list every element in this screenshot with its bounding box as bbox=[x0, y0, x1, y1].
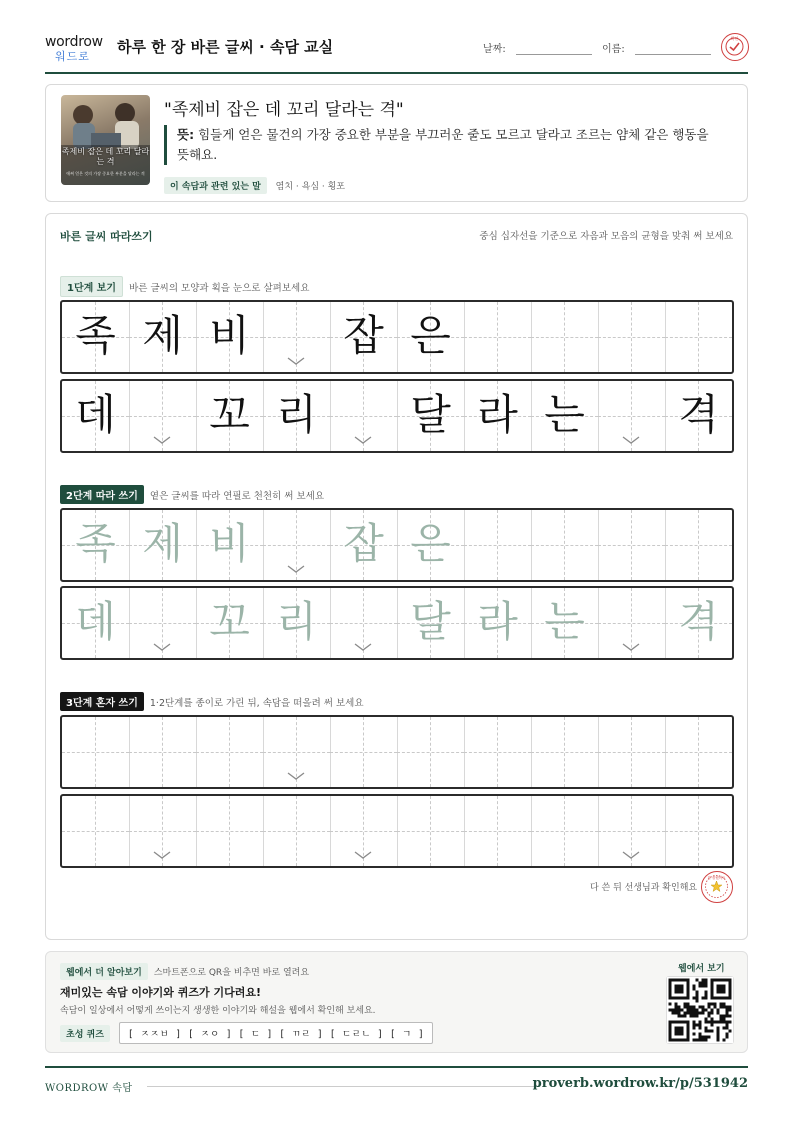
cell-guide-horizontal bbox=[665, 752, 732, 753]
space-mark-icon bbox=[622, 435, 640, 445]
cell-guide-horizontal bbox=[397, 752, 464, 753]
cell-guide-horizontal bbox=[665, 831, 732, 832]
space-mark-icon bbox=[153, 435, 171, 445]
cell-guide-horizontal bbox=[464, 831, 531, 832]
grid-cell[interactable] bbox=[62, 588, 129, 658]
cell-guide-horizontal bbox=[665, 545, 732, 546]
grid-cell bbox=[598, 381, 665, 451]
cell-guide-horizontal bbox=[263, 831, 330, 832]
grid-cell[interactable] bbox=[330, 796, 397, 866]
cell-guide-horizontal bbox=[397, 831, 464, 832]
syllable-char: 제 bbox=[142, 311, 183, 360]
grid-cell[interactable] bbox=[62, 510, 129, 580]
grid-cell[interactable] bbox=[464, 510, 531, 580]
grid-cell[interactable] bbox=[129, 588, 196, 658]
syllable-char: 꼬 bbox=[209, 390, 250, 439]
meaning-label: 뜻: bbox=[177, 127, 195, 142]
grid-cell bbox=[598, 302, 665, 372]
space-mark-icon bbox=[287, 771, 305, 781]
seal-text: 참 잘했어요 bbox=[707, 876, 726, 880]
check-stamp-icon bbox=[721, 33, 749, 61]
quiz-answer-box: [ ㅈㅈㅂ ] [ ㅈㅇ ] [ ㄷ ] [ ㄲㄹ ] [ ㄷㄹㄴ ] [ ㄱ ] bbox=[119, 1022, 434, 1044]
syllable-char: 잡 bbox=[343, 519, 384, 568]
cover-title: 족제비 잡은 데 꼬리 달라는 격 bbox=[61, 147, 150, 166]
web-promo-card bbox=[45, 951, 748, 1053]
section-title: 바른 글씨 따라쓰기 bbox=[60, 230, 153, 243]
logo-subtext: 워드로 bbox=[55, 50, 90, 63]
cell-guide-horizontal bbox=[598, 416, 665, 417]
qr-code-icon bbox=[667, 977, 733, 1043]
syllable-char: 데 bbox=[75, 597, 116, 646]
cell-guide-horizontal bbox=[531, 752, 598, 753]
syllable-char: 리 bbox=[276, 390, 317, 439]
syllable-char: 는 bbox=[544, 390, 585, 439]
footer-divider bbox=[147, 1086, 539, 1087]
grid-cell bbox=[464, 302, 531, 372]
meaning-text: 힘들게 얻은 물건의 가장 중요한 부분을 부끄러운 줄도 모르고 달라고 조르는 얌체 같은 행동을 뜻해요. bbox=[177, 127, 709, 162]
cell-guide-horizontal bbox=[263, 337, 330, 338]
syllable-char: 은 bbox=[410, 311, 451, 360]
grid-cell bbox=[129, 302, 196, 372]
step1-row-1 bbox=[60, 300, 734, 374]
stamp-text: 확인 bbox=[730, 36, 739, 41]
grid-cell bbox=[129, 381, 196, 451]
step3-row-1[interactable] bbox=[60, 715, 734, 789]
cell-guide-horizontal bbox=[464, 337, 531, 338]
step3-desc: 1·2단계를 종이로 가린 뒤, 속담을 떠올려 써 보세요 bbox=[149, 698, 364, 709]
date-input-line[interactable] bbox=[516, 43, 592, 55]
cell-guide-horizontal bbox=[531, 545, 598, 546]
grid-cell[interactable] bbox=[397, 717, 464, 787]
syllable-char: 격 bbox=[678, 597, 719, 646]
syllable-char: 은 bbox=[410, 519, 451, 568]
name-input-line[interactable] bbox=[635, 43, 711, 55]
grid-cell[interactable] bbox=[129, 717, 196, 787]
web-tag-line bbox=[60, 963, 309, 980]
footer-url-link[interactable]: proverb.wordrow.kr/p/531942 bbox=[532, 1076, 748, 1091]
page-footer bbox=[45, 1066, 748, 1096]
syllable-char: 라 bbox=[477, 597, 518, 646]
grid-cell[interactable] bbox=[598, 796, 665, 866]
related-words bbox=[164, 177, 345, 194]
page-header bbox=[45, 30, 748, 74]
cell-guide-horizontal bbox=[263, 545, 330, 546]
grid-cell[interactable] bbox=[464, 717, 531, 787]
step2-header bbox=[60, 485, 324, 504]
step3-row-2[interactable] bbox=[60, 794, 734, 868]
step2-row-2[interactable] bbox=[60, 586, 734, 660]
space-mark-icon bbox=[287, 564, 305, 574]
grid-cell[interactable] bbox=[62, 717, 129, 787]
cell-guide-horizontal bbox=[598, 831, 665, 832]
proverb-heading: "족제비 잡은 데 꼬리 달라는 격" bbox=[164, 100, 404, 120]
grid-cell[interactable] bbox=[330, 510, 397, 580]
cell-guide-horizontal bbox=[330, 416, 397, 417]
grid-cell[interactable] bbox=[129, 796, 196, 866]
syllable-char: 데 bbox=[75, 390, 116, 439]
cell-guide-horizontal bbox=[598, 337, 665, 338]
grid-cell[interactable] bbox=[397, 588, 464, 658]
cell-guide-horizontal bbox=[464, 752, 531, 753]
proverb-meaning bbox=[164, 125, 724, 165]
grid-cell bbox=[330, 381, 397, 451]
step3-header bbox=[60, 692, 364, 711]
space-mark-icon bbox=[354, 850, 372, 860]
grid-cell bbox=[330, 302, 397, 372]
step1-badge: 1단계 보기 bbox=[60, 276, 123, 297]
section-note: 중심 십자선을 기준으로 자음과 모음의 균형을 맞춰 써 보세요 bbox=[479, 231, 733, 242]
syllable-char: 꼬 bbox=[209, 597, 250, 646]
grid-cell[interactable] bbox=[598, 510, 665, 580]
grid-cell[interactable] bbox=[330, 588, 397, 658]
space-mark-icon bbox=[153, 642, 171, 652]
cell-guide-horizontal bbox=[62, 752, 129, 753]
grid-cell[interactable] bbox=[196, 510, 263, 580]
syllable-char: 달 bbox=[410, 390, 451, 439]
syllable-char: 라 bbox=[477, 390, 518, 439]
grid-cell[interactable] bbox=[464, 796, 531, 866]
quiz-label: 초성 퀴즈 bbox=[60, 1025, 110, 1042]
proverb-card bbox=[45, 84, 748, 202]
syllable-char: 비 bbox=[209, 311, 250, 360]
cell-guide-horizontal bbox=[531, 337, 598, 338]
grid-cell[interactable] bbox=[531, 717, 598, 787]
cell-guide-horizontal bbox=[598, 545, 665, 546]
grid-cell[interactable] bbox=[397, 796, 464, 866]
proverb-illustration bbox=[61, 95, 150, 185]
grid-cell[interactable] bbox=[665, 510, 732, 580]
qr-code-link[interactable] bbox=[666, 976, 734, 1044]
cell-guide-horizontal bbox=[129, 831, 196, 832]
footer-brand: WORDROW 속담 bbox=[45, 1083, 133, 1094]
step2-row-1[interactable] bbox=[60, 508, 734, 582]
syllable-char: 잡 bbox=[343, 311, 384, 360]
grid-cell bbox=[531, 302, 598, 372]
cell-guide-horizontal bbox=[464, 545, 531, 546]
cell-guide-horizontal bbox=[196, 752, 263, 753]
grid-cell bbox=[263, 381, 330, 451]
grid-cell[interactable] bbox=[397, 510, 464, 580]
syllable-char: 리 bbox=[276, 597, 317, 646]
related-list: 염치 · 욕심 · 횡포 bbox=[275, 182, 345, 192]
step1-header bbox=[60, 276, 309, 297]
space-mark-icon bbox=[622, 850, 640, 860]
grid-cell bbox=[665, 381, 732, 451]
grid-cell bbox=[397, 302, 464, 372]
syllable-char: 족 bbox=[75, 311, 116, 360]
cell-guide-horizontal bbox=[196, 831, 263, 832]
cell-guide-horizontal bbox=[531, 831, 598, 832]
cover-subtitle: 애써 얻은 것의 가장 중요한 부분을 달라는 격 bbox=[66, 171, 145, 176]
grid-cell bbox=[62, 381, 129, 451]
page-title: 하루 한 장 바른 글씨 · 속담 교실 bbox=[117, 38, 334, 56]
web-headline: 재미있는 속담 이야기와 퀴즈가 기다려요! bbox=[60, 986, 261, 999]
syllable-char: 족 bbox=[75, 519, 116, 568]
cell-guide-horizontal bbox=[665, 337, 732, 338]
syllable-char: 비 bbox=[209, 519, 250, 568]
grid-cell bbox=[531, 381, 598, 451]
cell-guide-horizontal bbox=[62, 831, 129, 832]
grid-cell[interactable] bbox=[531, 588, 598, 658]
web-description: 속담이 일상에서 어떻게 쓰이는지 생생한 이야기와 해설을 웹에서 확인해 보세요. bbox=[60, 1006, 376, 1016]
grid-cell[interactable] bbox=[598, 588, 665, 658]
grid-cell[interactable] bbox=[665, 796, 732, 866]
grid-cell bbox=[62, 302, 129, 372]
syllable-char: 격 bbox=[678, 390, 719, 439]
related-label: 이 속담과 관련 있는 말 bbox=[164, 177, 267, 194]
cell-guide-horizontal bbox=[129, 623, 196, 624]
grid-cell[interactable] bbox=[196, 717, 263, 787]
grid-cell[interactable] bbox=[263, 510, 330, 580]
cell-guide-horizontal bbox=[330, 623, 397, 624]
grid-cell[interactable] bbox=[531, 796, 598, 866]
grid-cell[interactable] bbox=[598, 717, 665, 787]
grid-cell[interactable] bbox=[665, 588, 732, 658]
qr-label: 웹에서 보기 bbox=[678, 964, 725, 974]
grid-cell bbox=[464, 381, 531, 451]
grid-cell[interactable] bbox=[665, 717, 732, 787]
name-field[interactable] bbox=[602, 40, 711, 55]
logo-text: wordrow bbox=[45, 34, 103, 50]
web-tag-desc: 스마트폰으로 QR을 비추면 바로 열려요 bbox=[153, 968, 310, 978]
cell-guide-horizontal bbox=[330, 831, 397, 832]
web-tag: 웹에서 더 알아보기 bbox=[60, 963, 148, 980]
step1-row-2 bbox=[60, 379, 734, 453]
cell-guide-horizontal bbox=[129, 416, 196, 417]
grid-cell[interactable] bbox=[129, 510, 196, 580]
step2-desc: 옅은 글씨를 따라 연필로 천천히 써 보세요 bbox=[149, 491, 325, 502]
grid-cell[interactable] bbox=[464, 588, 531, 658]
star-seal-icon bbox=[701, 871, 733, 903]
date-label: 날짜: bbox=[483, 44, 506, 55]
space-mark-icon bbox=[287, 356, 305, 366]
grid-cell bbox=[196, 381, 263, 451]
grid-cell[interactable] bbox=[196, 796, 263, 866]
grid-cell[interactable] bbox=[330, 717, 397, 787]
syllable-char: 제 bbox=[142, 519, 183, 568]
date-field[interactable] bbox=[483, 40, 592, 55]
step2-badge: 2단계 따라 쓰기 bbox=[60, 485, 144, 504]
step1-desc: 바른 글씨의 모양과 획을 눈으로 살펴보세요 bbox=[129, 283, 310, 294]
teacher-check-note: 다 쓴 뒤 선생님과 확인해요 bbox=[590, 883, 698, 893]
syllable-char: 달 bbox=[410, 597, 451, 646]
space-mark-icon bbox=[354, 435, 372, 445]
space-mark-icon bbox=[153, 850, 171, 860]
grid-cell bbox=[263, 302, 330, 372]
name-label: 이름: bbox=[602, 44, 625, 55]
cell-guide-horizontal bbox=[263, 752, 330, 753]
grid-cell[interactable] bbox=[263, 588, 330, 658]
grid-cell bbox=[665, 302, 732, 372]
grid-cell[interactable] bbox=[263, 796, 330, 866]
wordrow-logo bbox=[45, 34, 107, 66]
cell-guide-horizontal bbox=[598, 623, 665, 624]
grid-cell[interactable] bbox=[196, 588, 263, 658]
syllable-char: 는 bbox=[544, 597, 585, 646]
cell-guide-horizontal bbox=[129, 752, 196, 753]
space-mark-icon bbox=[622, 642, 640, 652]
grid-cell bbox=[196, 302, 263, 372]
space-mark-icon bbox=[354, 642, 372, 652]
grid-cell[interactable] bbox=[263, 717, 330, 787]
cell-guide-horizontal bbox=[330, 752, 397, 753]
step3-badge: 3단계 혼자 쓰기 bbox=[60, 692, 144, 711]
cell-guide-horizontal bbox=[598, 752, 665, 753]
grid-cell bbox=[397, 381, 464, 451]
grid-cell[interactable] bbox=[62, 796, 129, 866]
writing-practice-section bbox=[45, 213, 748, 940]
initial-quiz bbox=[60, 1022, 433, 1044]
grid-cell[interactable] bbox=[531, 510, 598, 580]
